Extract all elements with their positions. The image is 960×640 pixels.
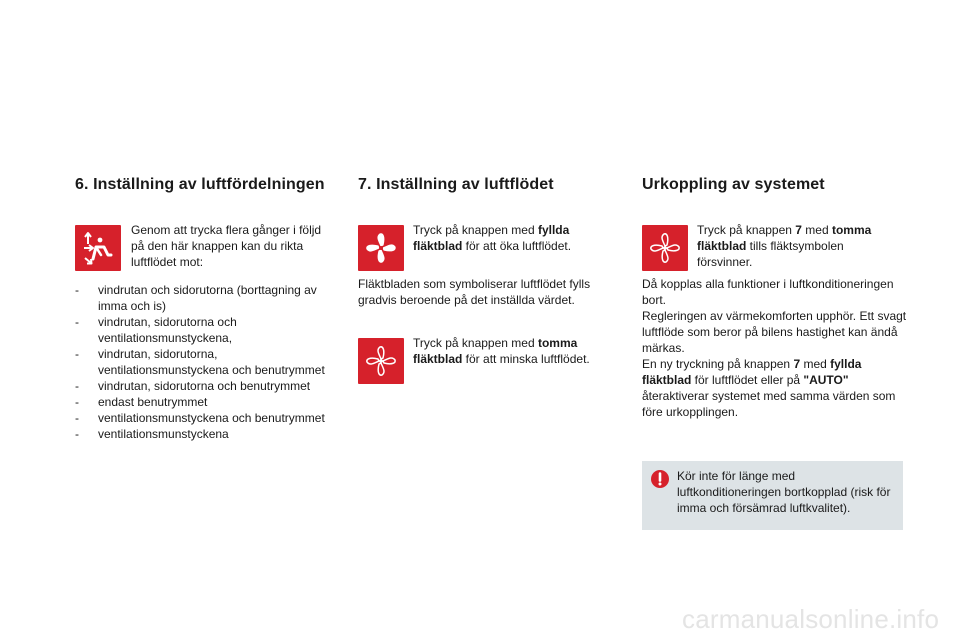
distribution-list <box>75 282 337 442</box>
list-item: - vindrutan, sidorutorna, ventilationsmunstyckena och benutrymmet <box>75 346 337 378</box>
intro-text: Genom att trycka flera gånger i följd på den här knappen kan du rikta luftflödet mot: <box>131 223 322 269</box>
paragraph: Regleringen av värmekomforten upphör. Ett svagt luftflöde som beror på bilens hastighet kan ändå märkas. <box>642 309 907 355</box>
list-item: - ventilationsmunstyckena <box>75 426 337 442</box>
list-item: - vindrutan och sidorutorna (borttagning av imma och is) <box>75 282 337 314</box>
paragraph: Då kopplas alla funktioner i luftkonditioneringen bort. <box>642 277 894 307</box>
decrease-text: Tryck på knappen med tomma fläktblad för att minska luftflödet. <box>413 336 590 366</box>
warning-box <box>642 461 903 530</box>
fan-empty-icon <box>642 225 688 271</box>
section-title: 6. Inställning av luftfördelningen <box>75 176 325 193</box>
list-item: - endast benutrymmet <box>75 394 337 410</box>
list-item: - vindrutan, sidorutorna och ventilationsmunstyckena, <box>75 314 337 346</box>
increase-text: Tryck på knappen med fyllda fläktblad för att öka luftflödet. <box>413 223 572 253</box>
fan-filled-icon <box>358 225 404 271</box>
warning-icon <box>650 469 670 494</box>
section-airflow <box>358 176 608 194</box>
section-disconnect <box>642 176 907 194</box>
fan-empty-icon <box>358 338 404 384</box>
section-air-distribution <box>75 176 345 194</box>
list-item: - ventilationsmunstyckena och benutrymmet <box>75 410 337 426</box>
watermark: carmanualsonline.info <box>682 604 940 634</box>
disconnect-details <box>642 276 907 420</box>
paragraph: En ny tryckning på knappen 7 med fyllda fläktblad för luftflödet eller på "AUTO" återaktiverar systemet med samma värden som före urkopplingen. <box>642 357 896 419</box>
air-distribution-icon <box>75 225 121 271</box>
section-title: Urkoppling av systemet <box>642 176 825 193</box>
warning-text: Kör inte för länge med luftkonditioneringen bortkopplad (risk för imma och försämrad luftkvalitet). <box>677 469 891 515</box>
section-title: 7. Inställning av luftflödet <box>358 176 554 193</box>
list-item: - vindrutan, sidorutorna och benutrymmet <box>75 378 337 394</box>
fan-description: Fläktbladen som symboliserar luftflödet fylls gradvis beroende på det inställda värdet. <box>358 277 591 307</box>
disconnect-text: Tryck på knappen 7 med tomma fläktblad tills fläktsymbolen försvinner. <box>697 223 872 269</box>
